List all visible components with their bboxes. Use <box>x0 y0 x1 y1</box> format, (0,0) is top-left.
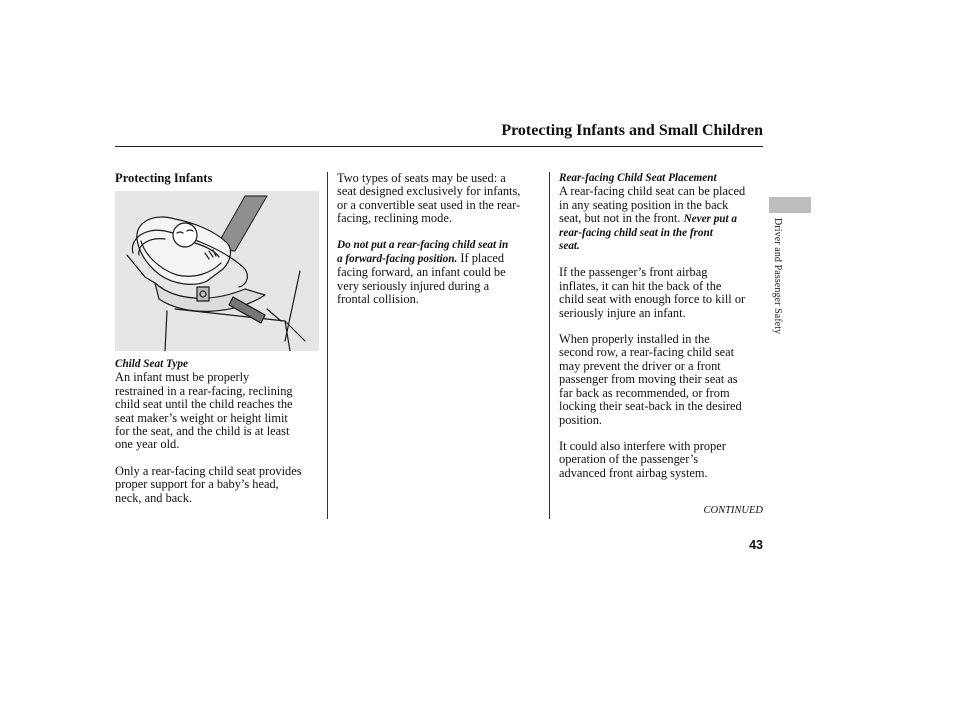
section-heading: Protecting Infants <box>115 171 213 185</box>
text-line: operation of the passenger’s <box>559 452 699 467</box>
middle-column <box>337 172 547 307</box>
warning-line: rear-facing child seat in the front <box>559 226 713 239</box>
text-line: inflates, it can hit the back of the <box>559 278 722 293</box>
text-line: If the passenger’s front airbag <box>559 265 708 280</box>
left-column-body <box>115 358 325 505</box>
text-line: child seat until the child reaches the <box>115 397 293 412</box>
rear-facing-infant-seat-icon <box>115 191 319 351</box>
column-divider-right <box>549 172 550 519</box>
text-line: locking their seat-back in the desired <box>559 399 742 414</box>
infant-seat-illustration <box>115 191 319 351</box>
text-line: in any seating position in the back <box>559 197 729 212</box>
text-line: seriously injure an infant. <box>559 305 686 320</box>
warning-line: Do not put a rear-facing child seat in <box>337 238 509 251</box>
paragraph-second-row <box>559 333 767 427</box>
text-line: advanced front airbag system. <box>559 465 708 480</box>
paragraph-airbag-system <box>559 440 767 480</box>
page-number: 43 <box>749 538 763 552</box>
text-line: It could also interfere with proper <box>559 438 726 453</box>
text-line: second row, a rear-facing child seat <box>559 345 735 360</box>
text-line: seat designed exclusively for infants, <box>337 184 521 199</box>
paragraph-airbag <box>559 266 767 320</box>
text-line: neck, and back. <box>115 490 193 505</box>
text-line: facing forward, an infant could be <box>337 265 506 280</box>
text-line: far back as recommended, or from <box>559 385 730 400</box>
text-line: A rear-facing child seat can be placed <box>559 184 746 199</box>
text-line: position. <box>559 412 603 427</box>
paragraph-support <box>115 465 325 505</box>
section-tab <box>769 197 811 213</box>
text-line: frontal collision. <box>337 292 419 307</box>
text-line: proper support for a baby’s head, <box>115 477 279 492</box>
text-line: seat maker’s weight or height limit <box>115 410 288 425</box>
page-title: Protecting Infants and Small Children <box>501 122 763 139</box>
text-line: or a convertible seat used in the rear- <box>337 197 521 212</box>
text-line: for the seat, and the child is at least <box>115 424 290 439</box>
title-divider <box>115 146 763 147</box>
text-line: facing, reclining mode. <box>337 211 452 226</box>
right-column <box>559 172 767 480</box>
warning-emphasis: a forward-facing position. <box>337 253 458 266</box>
paragraph-infant-restraint <box>115 371 325 451</box>
paragraph-placement <box>559 185 767 253</box>
text-line: very seriously injured during a <box>337 278 490 293</box>
continued-label: CONTINUED <box>703 505 763 516</box>
paragraph-forward-facing-warning <box>337 239 547 307</box>
column-divider-left <box>327 172 328 519</box>
subheading-placement: Rear-facing Child Seat Placement <box>559 172 717 184</box>
text-line: An infant must be properly <box>115 370 250 385</box>
left-column <box>115 172 325 185</box>
text-fragment: seat, but not in the front. <box>559 211 684 226</box>
warning-continuation: If placed <box>457 251 505 266</box>
warning-line: seat. <box>559 240 580 253</box>
text-line: Only a rear-facing child seat provides <box>115 463 302 478</box>
text-line: child seat with enough force to kill or <box>559 292 746 307</box>
warning-emphasis: Never put a <box>683 213 738 226</box>
text-line <box>337 252 547 266</box>
text-line: When properly installed in the <box>559 332 710 347</box>
subheading-child-seat-type: Child Seat Type <box>115 358 188 370</box>
text-line: passenger from moving their seat as <box>559 372 738 387</box>
paragraph-seat-types <box>337 172 547 226</box>
text-line <box>559 212 767 226</box>
text-line: Two types of seats may be used: a <box>337 171 506 185</box>
text-line: may prevent the driver or a front <box>559 358 721 373</box>
text-line: restrained in a rear-facing, reclining <box>115 383 293 398</box>
section-tab-label: Driver and Passenger Safety <box>772 218 783 335</box>
text-line: one year old. <box>115 437 180 452</box>
